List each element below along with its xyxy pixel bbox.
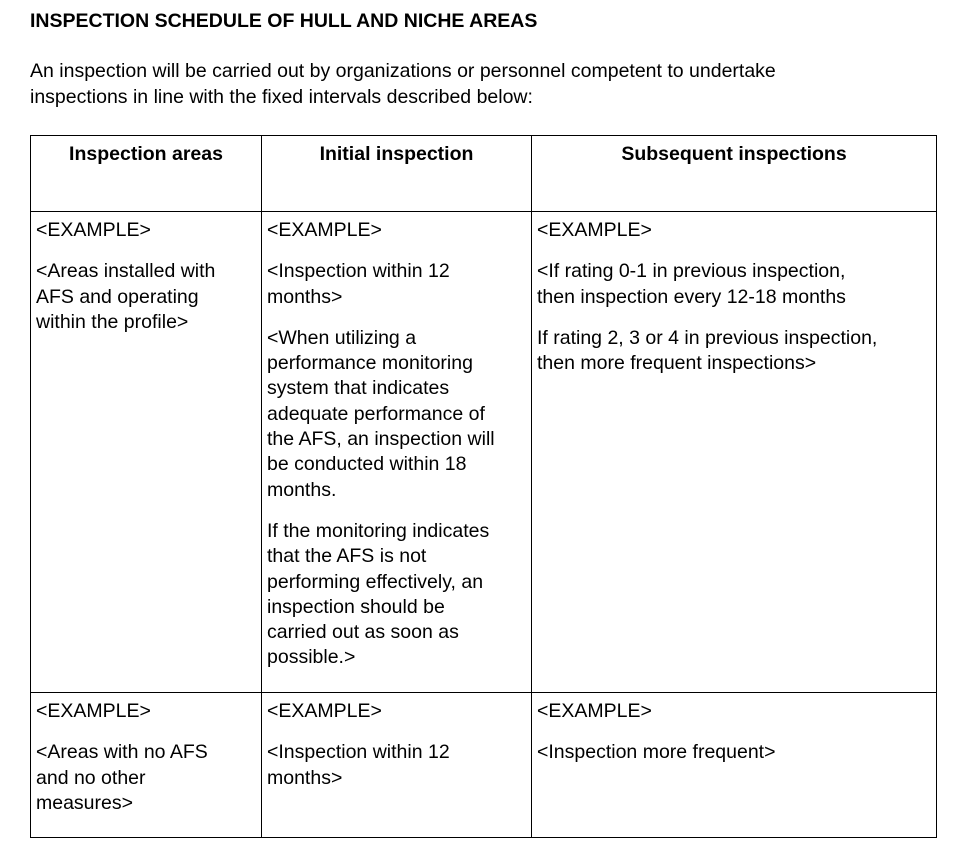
- cell-text-line: <EXAMPLE>: [267, 700, 382, 722]
- cell-text-line: carried out as soon as: [267, 621, 459, 644]
- cell-text-line: <Inspection within 12: [267, 260, 450, 283]
- cell-initial-inspection: [262, 693, 532, 838]
- cell-text-line: <Inspection within 12: [267, 741, 450, 764]
- cell-paragraph: [36, 740, 256, 816]
- cell-paragraph: [267, 259, 526, 310]
- cell-text-line: adequate performance of: [267, 402, 485, 425]
- cell-text-line: <Areas installed with: [36, 260, 216, 283]
- cell-text-line: <Areas with no AFS: [36, 741, 208, 764]
- cell-paragraph: [36, 699, 256, 724]
- cell-text-line: <EXAMPLE>: [36, 700, 151, 722]
- cell-subsequent-inspections: [532, 693, 937, 838]
- cell-text-line: the AFS, an inspection will: [267, 428, 495, 451]
- cell-paragraph: [267, 218, 526, 243]
- intro-line: An inspection will be carried out by organizations or personnel competent to undertake: [30, 60, 776, 82]
- cell-text-line: months>: [267, 285, 343, 308]
- header-subsequent-inspections: Subsequent inspections: [532, 136, 937, 212]
- cell-paragraph: [267, 326, 526, 503]
- cell-text-line: then inspection every 12-18 months: [537, 285, 846, 308]
- cell-text-line: measures>: [36, 791, 134, 814]
- cell-paragraph: [267, 699, 526, 724]
- cell-paragraph: [267, 519, 526, 671]
- table-row: [31, 693, 937, 838]
- cell-paragraph: [537, 740, 931, 765]
- cell-text-line: then more frequent inspections>: [537, 352, 817, 375]
- cell-inspection-areas: [31, 212, 262, 693]
- cell-text-line: possible.>: [267, 646, 356, 669]
- cell-subsequent-inspections: [532, 212, 937, 693]
- cell-text-line: <Inspection more frequent>: [537, 741, 776, 764]
- cell-paragraph: [36, 218, 256, 243]
- cell-text-line: and no other: [36, 766, 146, 789]
- cell-text-line: months>: [267, 766, 343, 789]
- header-initial-inspection: Initial inspection: [262, 136, 532, 212]
- cell-paragraph: [537, 218, 931, 243]
- inspection-schedule-table: [30, 135, 937, 838]
- cell-text-line: be conducted within 18: [267, 453, 467, 476]
- intro-paragraph: [30, 59, 910, 110]
- cell-text-line: <EXAMPLE>: [537, 700, 652, 722]
- cell-text-line: performance monitoring: [267, 352, 473, 375]
- cell-text-line: within the profile>: [36, 310, 189, 333]
- cell-text-line: If the monitoring indicates: [267, 519, 490, 542]
- cell-text-line: If rating 2, 3 or 4 in previous inspection,: [537, 326, 878, 349]
- cell-text-line: <When utilizing a: [267, 326, 417, 349]
- cell-text-line: <If rating 0-1 in previous inspection,: [537, 260, 846, 283]
- cell-text-line: <EXAMPLE>: [36, 219, 151, 241]
- table-row: [31, 212, 937, 693]
- intro-line: inspections in line with the fixed intervals described below:: [30, 85, 533, 108]
- cell-paragraph: [537, 326, 931, 377]
- cell-initial-inspection: [262, 212, 532, 693]
- cell-text-line: that the AFS is not: [267, 545, 427, 568]
- cell-text-line: months.: [267, 478, 337, 501]
- cell-paragraph: [537, 259, 931, 310]
- cell-text-line: <EXAMPLE>: [267, 219, 382, 241]
- cell-text-line: AFS and operating: [36, 285, 199, 308]
- cell-text-line: <EXAMPLE>: [537, 219, 652, 241]
- cell-inspection-areas: [31, 693, 262, 838]
- document-heading: INSPECTION SCHEDULE OF HULL AND NICHE AREAS: [30, 10, 538, 32]
- cell-text-line: system that indicates: [267, 377, 450, 400]
- cell-paragraph: [36, 259, 256, 335]
- cell-text-line: inspection should be: [267, 595, 445, 618]
- cell-paragraph: [267, 740, 526, 791]
- table-header-row: [31, 136, 937, 212]
- cell-text-line: performing effectively, an: [267, 570, 484, 593]
- header-inspection-areas: Inspection areas: [31, 136, 262, 212]
- cell-paragraph: [537, 699, 931, 724]
